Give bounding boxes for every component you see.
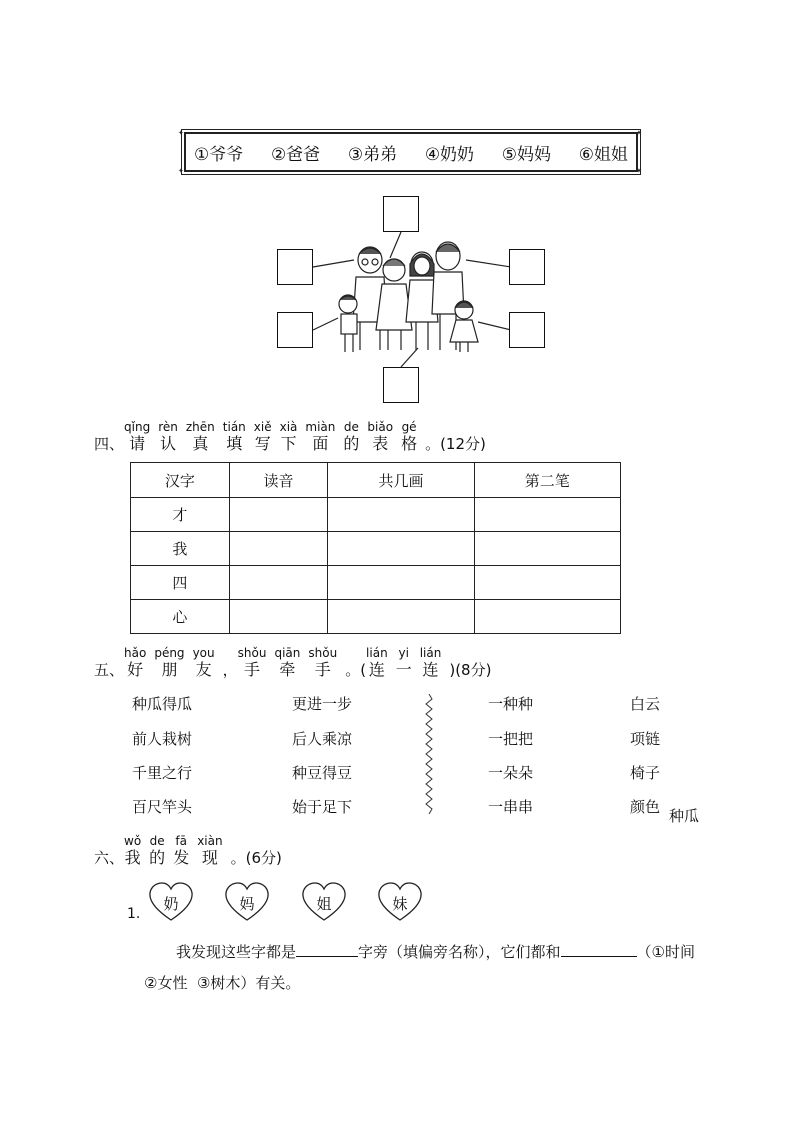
word-bank-item: ③弟弟 (347, 144, 398, 165)
pinyin-char: de 的 (149, 834, 166, 867)
table-header: 共几画 (328, 463, 474, 498)
measure-word[interactable]: 一把把 (488, 730, 534, 748)
noun-word-extra[interactable]: 种瓜 (669, 807, 700, 825)
idiom-right-part[interactable]: 始于足下 (292, 798, 353, 816)
table-header: 汉字 (131, 463, 230, 498)
table-cell-blank[interactable] (229, 532, 328, 566)
section-points: 。(6分) (230, 849, 282, 867)
table-cell-blank[interactable] (328, 532, 474, 566)
pinyin-char: lián 连 (366, 646, 388, 679)
table-cell-char: 心 (131, 600, 230, 634)
section-points: )(8分) (449, 661, 492, 679)
pinyin-char: zhēn 真 (185, 420, 215, 453)
table-header-row (131, 463, 621, 498)
heart-char: 妹 (392, 895, 408, 913)
border-ornament: ✦ (636, 129, 644, 137)
heart-char: 姐 (316, 895, 332, 913)
question-sentence (176, 941, 695, 962)
noun-word[interactable]: 椅子 (630, 764, 661, 782)
answer-box-right-upper[interactable] (509, 249, 545, 285)
pinyin-char: yi 一 (395, 646, 412, 679)
idiom-right-part[interactable]: 后人乘凉 (292, 730, 353, 748)
table-cell-blank[interactable] (229, 600, 328, 634)
table-cell-blank[interactable] (474, 600, 620, 634)
word-bank-item: ②爸爸 (270, 144, 321, 165)
border-ornament: ✦ (178, 129, 186, 137)
section-number: 四、 (94, 435, 125, 453)
pinyin-char: you 友 (192, 646, 215, 679)
table-cell-blank[interactable] (229, 566, 328, 600)
answer-box-left-upper[interactable] (277, 249, 313, 285)
pinyin-char: wǒ 我 (124, 834, 142, 867)
idiom-left-part[interactable]: 前人栽树 (132, 730, 193, 748)
answer-box-bottom[interactable] (383, 367, 419, 403)
word-bank-item: ①爷爷 (194, 144, 244, 165)
table-cell-blank[interactable] (229, 498, 328, 532)
section-6-heading (94, 834, 282, 868)
border-ornament: ✦ (178, 167, 186, 175)
question-options: ②女性 ③树木）有关。 (144, 974, 301, 992)
pinyin-char: miàn 面 (305, 420, 336, 453)
pinyin-char: xià 下 (279, 420, 298, 453)
pinyin-char: shǒu 手 (237, 646, 267, 679)
family-illustration (270, 192, 555, 407)
table-cell-blank[interactable] (328, 498, 474, 532)
pinyin-char: hǎo 好 (124, 646, 147, 679)
section-points: 。(12分) (425, 435, 486, 453)
punctuation: ， (222, 661, 238, 679)
answer-box-top[interactable] (383, 196, 419, 232)
word-bank-item: ⑤妈妈 (501, 144, 551, 165)
question-number: 1. (127, 906, 141, 922)
heart-char: 奶 (163, 895, 179, 913)
pinyin-char: lián 连 (419, 646, 442, 679)
table-cell-char: 我 (131, 532, 230, 566)
pinyin-char: péng 朋 (154, 646, 185, 679)
punctuation: 。( (345, 661, 367, 679)
pinyin-char: xiàn 现 (197, 834, 223, 867)
measure-word[interactable]: 一种种 (488, 695, 534, 713)
measure-word[interactable]: 一串串 (488, 798, 534, 816)
table-cell-blank[interactable] (474, 532, 620, 566)
pinyin-char: fā 发 (173, 834, 190, 867)
idiom-right-part[interactable]: 种豆得豆 (292, 764, 353, 782)
sentence-part: （①时间 (636, 943, 695, 961)
table-header: 读音 (229, 463, 328, 498)
table-cell-char: 才 (131, 498, 230, 532)
table-cell-blank[interactable] (474, 566, 620, 600)
answer-blank[interactable] (296, 942, 358, 957)
pinyin-char: gé 格 (401, 420, 418, 453)
answer-box-right-lower[interactable] (509, 312, 545, 348)
idiom-right-part[interactable]: 更进一步 (292, 695, 353, 713)
table-row (131, 566, 621, 600)
sentence-part: 我发现这些字都是 (176, 943, 297, 961)
idiom-left-part[interactable]: 种瓜得瓜 (132, 695, 193, 713)
table-header: 第二笔 (474, 463, 620, 498)
stroke-table (130, 462, 621, 634)
pinyin-char: xiě 写 (253, 420, 272, 453)
pinyin-char: rèn 认 (158, 420, 178, 453)
section-4-heading (94, 420, 486, 454)
table-row (131, 532, 621, 566)
table-row (131, 498, 621, 532)
word-bank-item: ④奶奶 (424, 144, 475, 165)
section-5-heading (94, 646, 491, 680)
table-cell-char: 四 (131, 566, 230, 600)
noun-word[interactable]: 颜色 (630, 798, 661, 816)
border-ornament: ✦ (636, 167, 644, 175)
sentence-part: 字旁（填偏旁名称），它们都和 (358, 943, 561, 961)
pinyin-char: qǐng 请 (124, 420, 151, 453)
measure-word[interactable]: 一朵朵 (488, 764, 534, 782)
noun-word[interactable]: 项链 (630, 730, 661, 748)
table-cell-blank[interactable] (328, 600, 474, 634)
pinyin-char: qiān 牵 (274, 646, 301, 679)
answer-blank[interactable] (561, 942, 637, 957)
dotted-divider (425, 694, 433, 814)
pinyin-char: shǒu 手 (308, 646, 338, 679)
table-cell-blank[interactable] (474, 498, 620, 532)
heart-char: 妈 (239, 895, 255, 913)
pinyin-char: de 的 (343, 420, 360, 453)
pinyin-char: biǎo 表 (367, 420, 394, 453)
answer-box-left-lower[interactable] (277, 312, 313, 348)
word-bank-item: ⑥姐姐 (578, 144, 628, 165)
section-number: 五、 (94, 661, 125, 679)
table-row (131, 600, 621, 634)
section-number: 六、 (94, 849, 125, 867)
noun-word[interactable]: 白云 (630, 695, 661, 713)
word-bank-box (184, 132, 638, 172)
idiom-left-part[interactable]: 百尺竿头 (132, 798, 193, 816)
table-cell-blank[interactable] (328, 566, 474, 600)
idiom-left-part[interactable]: 千里之行 (132, 764, 193, 782)
pinyin-char: tián 填 (222, 420, 246, 453)
